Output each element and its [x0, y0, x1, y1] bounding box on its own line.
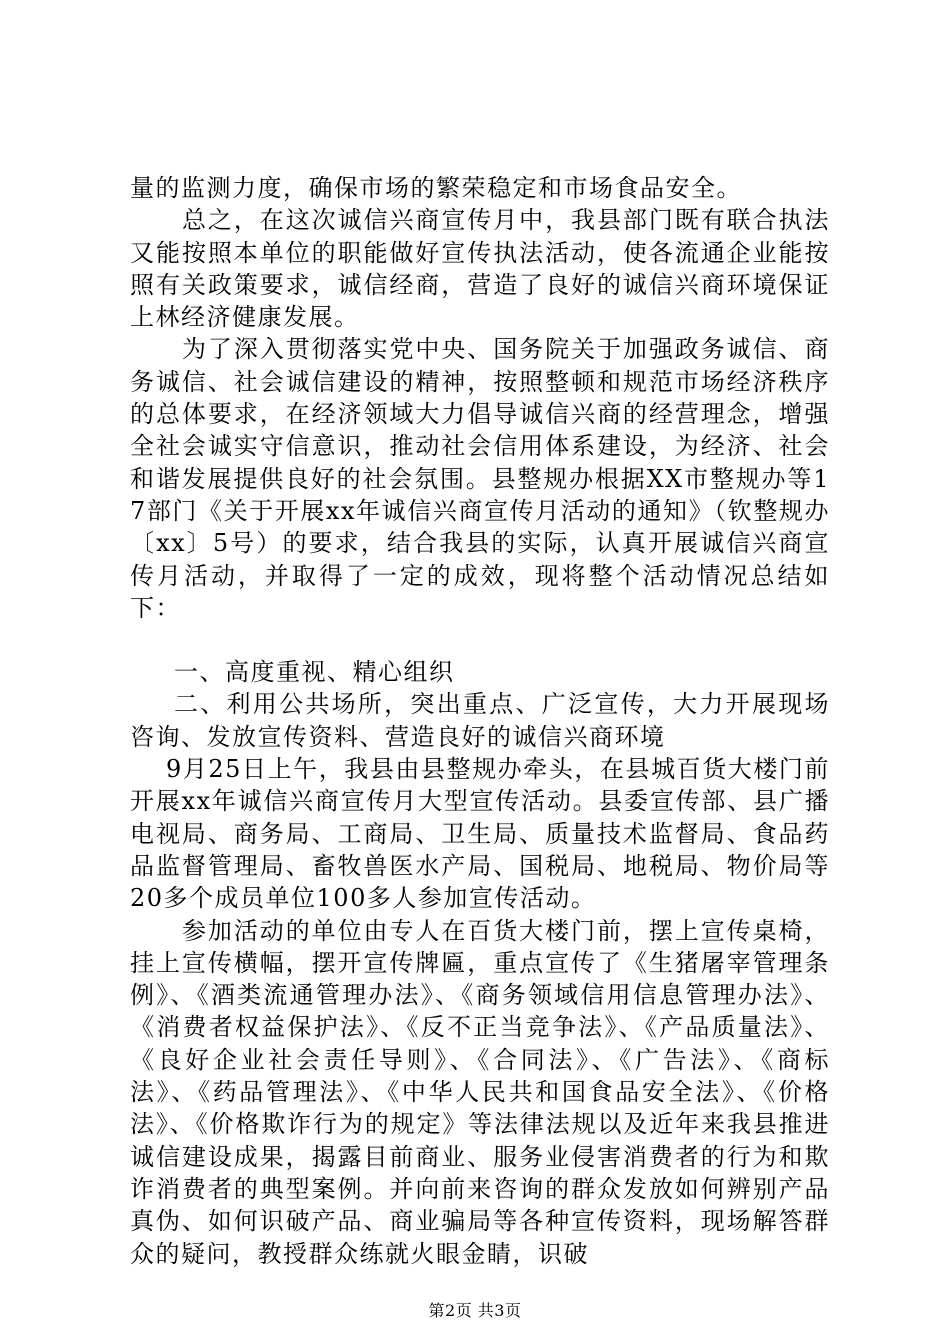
paragraph-continuation: 量的监测力度，确保市场的繁荣稳定和市场食品安全。 [130, 174, 742, 202]
paragraph-summary: 总之，在这次诚信兴商宣传月中，我县部门既有联合执法又能按照本单位的职能做好宣传执法活动，使各流通企业能按照有关政策要求，诚信经商，营造了良好的诚信兴商环境保证上林经济健康发展。 [130, 206, 830, 332]
section-heading-1: 一、高度重视、精心组织 [174, 658, 455, 687]
paragraph-event-details: 9月25日上午，我县由县整规办牵头，在县城百货大楼门前开展xx年诚信兴商宣传月大型宣传活动。县委宣传部、县广播电视局、商务局、工商局、卫生局、质量技术监督局、食品药品监督管理局、畜牧兽医水产局、国税局、地税局、物价局等20多个成员单位100多人参加宣传活动。 [130, 755, 830, 913]
section-heading-2: 二、利用公共场所，突出重点、广泛宣传，大力开展现场咨询、发放宣传资料、营造良好的诚信兴商环境 [130, 690, 830, 751]
paragraph-spacer [130, 624, 830, 656]
paragraph-activities: 参加活动的单位由专人在百货大楼门前，摆上宣传桌椅，挂上宣传横幅，摆开宣传牌匾，重点宣传了《生猪屠宰管理条例》、《酒类流通管理办法》、《商务领域信用信息管理办法》、《消费者权益保护法》、《反不正当竞争法》、《产品质量法》、《良好企业社会责任导则》、《合同法》、《广告法》、《商标法》、《药品管理法》、《中华人民共和国食品安全法》、《价格法》、《价格欺诈行为的规定》等法律法规以及近年来我县推进诚信建设成果，揭露目前商业、服务业侵害消费者的行为和欺诈消费者的典型案例。并向前来咨询的群众发放如何辨别产品真伪、如何识破产品、商业骗局等各种宣传资料，现场解答群众的疑问，教授群众练就火眼金睛，识破 [130, 916, 830, 1268]
page-number-footer: 第2页 共3页 [428, 1301, 522, 1320]
paragraph-introduction: 为了深入贯彻落实党中央、国务院关于加强政务诚信、商务诚信、社会诚信建设的精神，按照整顿和规范市场经济秩序的总体要求，在经济领域大力倡导诚信兴商的经营理念，增强全社会诚实守信意识，推动社会信用体系建设，为经济、社会和谐发展提供良好的社会氛围。县整规办根据XX市整规办等17部门《关于开展xx年诚信兴商宣传月活动的通知》（钦整规办〔xx〕5号）的要求，结合我县的实际，认真开展诚信兴商宣传月活动，并取得了一定的成效，现将整个活动情况总结如下： [130, 335, 830, 622]
document-body [130, 172, 830, 1270]
